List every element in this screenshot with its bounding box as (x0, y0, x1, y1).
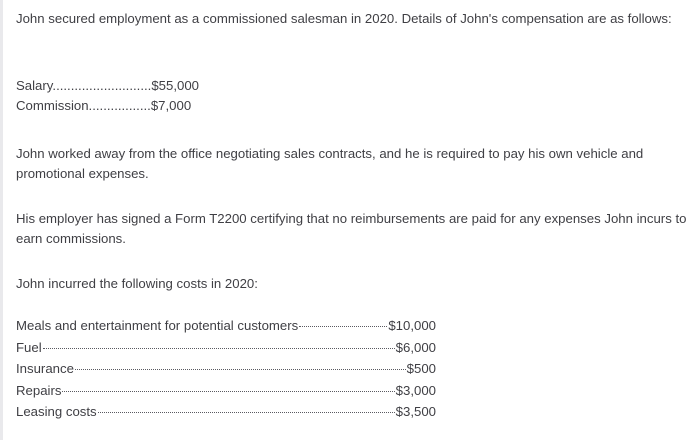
cost-leader-dots (98, 410, 395, 413)
cost-value: $10,000 (388, 318, 436, 333)
cost-leader-dots (62, 389, 394, 392)
cost-label: Fuel (16, 339, 42, 355)
cost-label: Leasing costs (16, 404, 97, 420)
cost-leader-dots (299, 324, 387, 327)
compensation-label: Commission (16, 98, 89, 113)
cost-label: Meals and entertainment for potential customers (16, 318, 299, 333)
cost-row-insurance (16, 358, 436, 380)
compensation-row-commission (16, 96, 199, 116)
compensation-leader-dots: ........................... (52, 78, 152, 93)
cost-row-fuel (16, 337, 436, 359)
intro-paragraph: John secured employment as a commissioned salesman in 2020. Details of John's compensation are as follows: (16, 11, 672, 26)
compensation-label: Salary (16, 78, 53, 93)
compensation-leader-dots: ................. (88, 98, 151, 113)
page-left-border (0, 0, 3, 440)
costs-intro-paragraph: John incurred the following costs in 2020: (16, 276, 258, 291)
cost-leader-dots (43, 346, 395, 349)
t2200-note-paragraph: His employer has signed a Form T2200 certifying that no reimbursements are paid for any expenses John incurs to earn commissions. (16, 211, 687, 246)
cost-value: $500 (406, 361, 436, 377)
compensation-value: $7,000 (150, 98, 192, 113)
compensation-row-salary (16, 76, 199, 96)
cost-row-repairs (16, 380, 436, 402)
cost-value: $3,000 (395, 382, 436, 398)
cost-row-meals (16, 315, 436, 337)
compensation-value: $55,000 (151, 78, 200, 93)
compensation-list (16, 76, 199, 116)
cost-label: Insurance (16, 361, 74, 377)
work-note-paragraph: John worked away from the office negotiating sales contracts, and he is required to pay his own vehicle and promotional expenses. (16, 146, 644, 181)
cost-row-leasing (16, 401, 436, 423)
cost-value: $6,000 (395, 339, 436, 355)
cost-value: $3,500 (395, 404, 436, 420)
cost-label: Repairs (16, 382, 62, 398)
cost-leader-dots (75, 367, 406, 370)
costs-list (16, 315, 436, 423)
